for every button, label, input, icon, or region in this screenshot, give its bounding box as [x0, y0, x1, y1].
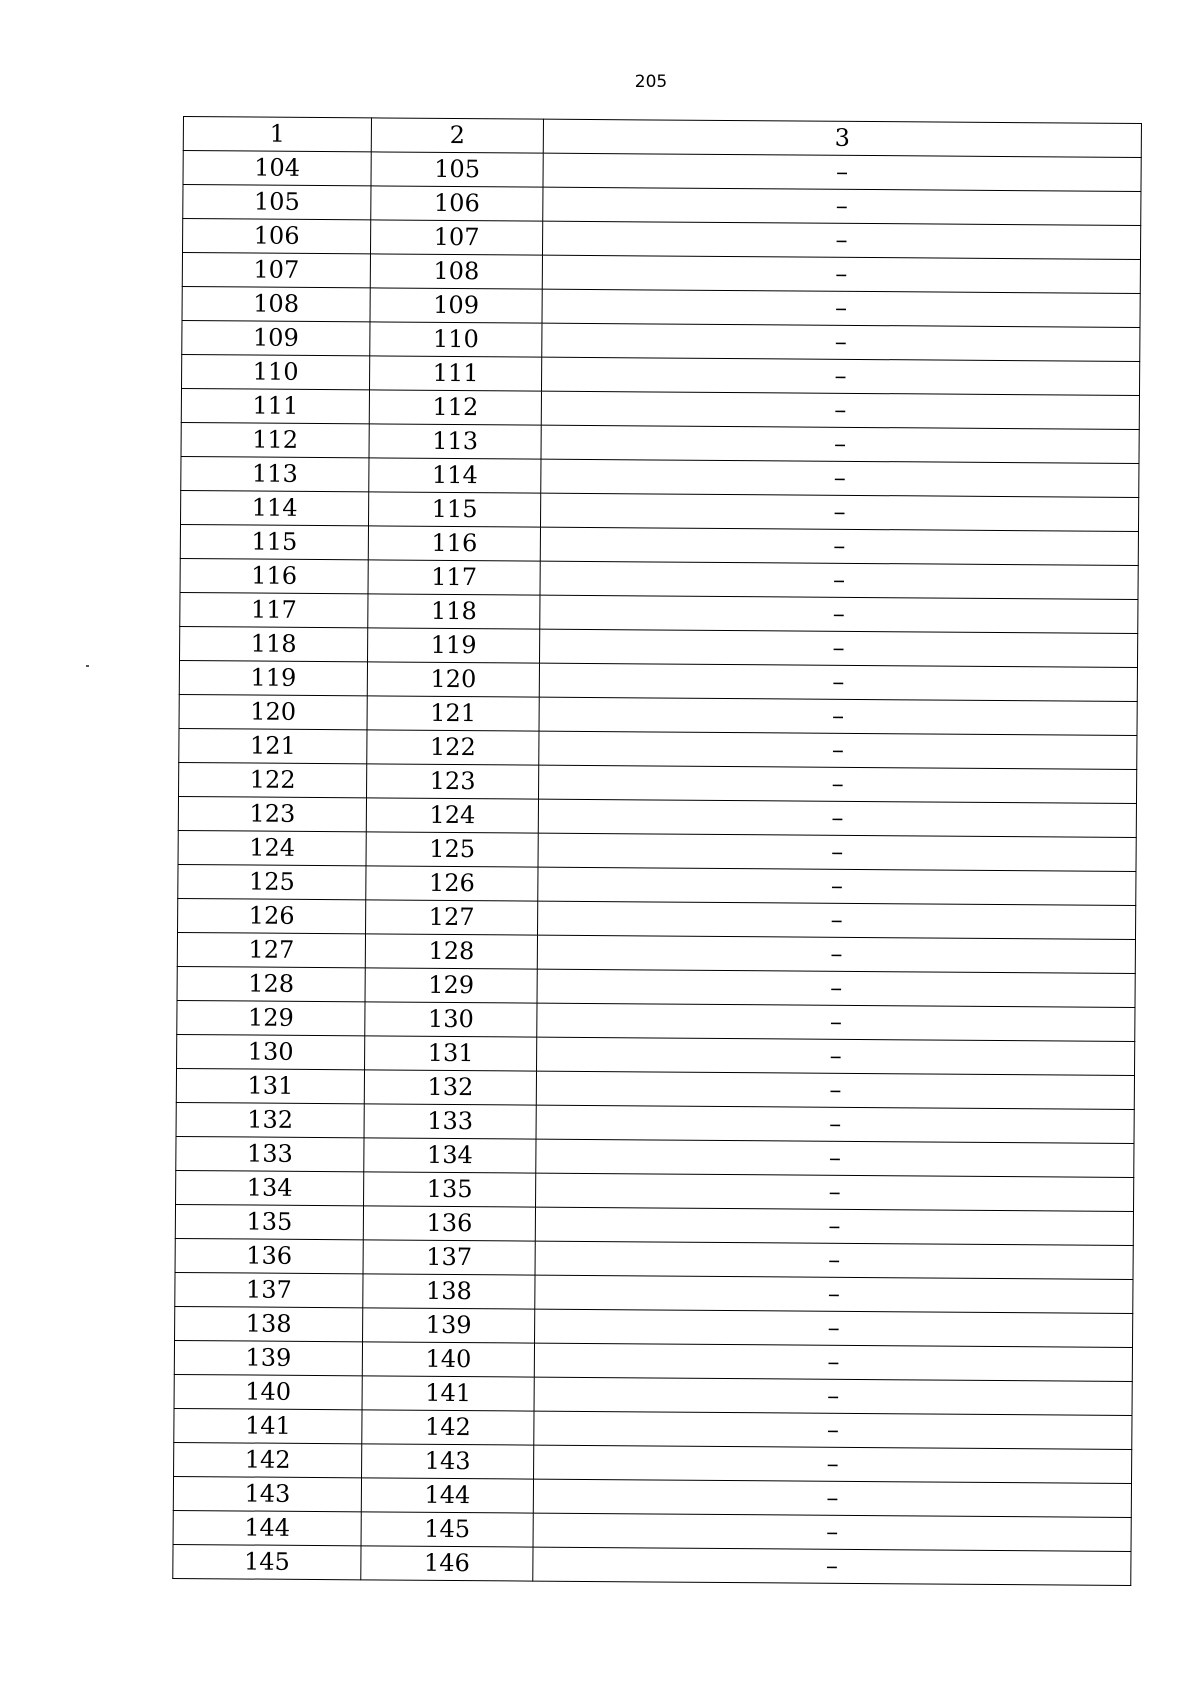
table-cell-col2: 113	[369, 424, 541, 459]
column-header-3: 3	[543, 119, 1141, 157]
table-cell-col1: 135	[175, 1204, 363, 1239]
table-cell-col3: –	[539, 663, 1137, 701]
table-cell-col1: 134	[176, 1170, 364, 1205]
table-cell-col1: 113	[181, 456, 369, 491]
table-cell-col1: 139	[174, 1340, 362, 1375]
table-cell-col2: 108	[370, 254, 542, 289]
table-cell-col3: –	[540, 561, 1138, 599]
table-cell-col2: 132	[364, 1070, 536, 1105]
table-cell-col1: 131	[176, 1068, 364, 1103]
table-cell-col2: 105	[371, 152, 543, 187]
table-cell-col1: 111	[181, 388, 369, 423]
table-cell-col2: 110	[370, 322, 542, 357]
table-cell-col1: 112	[181, 422, 369, 457]
table-cell-col3: –	[541, 391, 1139, 429]
table-cell-col2: 112	[369, 390, 541, 425]
table-cell-col3: –	[540, 493, 1138, 531]
table-cell-col1: 133	[176, 1136, 364, 1171]
table-cell-col2: 121	[367, 696, 539, 731]
table-cell-col2: 145	[361, 1512, 533, 1547]
table-cell-col1: 137	[175, 1272, 363, 1307]
table-cell-col2: 140	[362, 1342, 534, 1377]
table-cell-col1: 130	[177, 1034, 365, 1069]
table-cell-col2: 125	[366, 832, 538, 867]
table-cell-col2: 111	[369, 356, 541, 391]
page-number: 205	[634, 72, 668, 92]
table-cell-col1: 141	[174, 1408, 362, 1443]
table-cell-col2: 142	[362, 1410, 534, 1445]
table-cell-col3: –	[541, 357, 1139, 395]
table-cell-col2: 144	[361, 1478, 533, 1513]
table-cell-col2: 120	[367, 662, 539, 697]
table-cell-col3: –	[542, 255, 1140, 293]
table-cell-col2: 133	[364, 1104, 536, 1139]
table-cell-col3: –	[540, 595, 1138, 633]
table-cell-col3: –	[533, 1479, 1131, 1517]
table-cell-col2: 127	[366, 900, 538, 935]
table-body	[173, 151, 1141, 1586]
table-cell-col3: –	[534, 1377, 1132, 1415]
table-cell-col2: 131	[365, 1036, 537, 1071]
table-cell-col1: 121	[179, 728, 367, 763]
table-cell-col3: –	[540, 527, 1138, 565]
table-cell-col1: 123	[178, 796, 366, 831]
table-cell-col3: –	[539, 765, 1137, 803]
table-cell-col3: –	[533, 1547, 1131, 1585]
table-cell-col2: 117	[368, 560, 540, 595]
table-cell-col2: 137	[363, 1240, 535, 1275]
table-cell-col3: –	[535, 1241, 1133, 1279]
table-cell-col2: 122	[367, 730, 539, 765]
table-cell-col1: 143	[173, 1476, 361, 1511]
table-cell-col3: –	[536, 1139, 1134, 1177]
table-cell-col3: –	[543, 153, 1141, 191]
table-cell-col1: 115	[180, 524, 368, 559]
table-cell-col3: –	[543, 187, 1141, 225]
table-cell-col2: 107	[370, 220, 542, 255]
table-cell-col1: 105	[183, 185, 371, 220]
table-cell-col3: –	[542, 323, 1140, 361]
table-cell-col3: –	[537, 1003, 1135, 1041]
table-cell-col1: 122	[179, 762, 367, 797]
table-cell-col2: 139	[363, 1308, 535, 1343]
table-cell-col3: –	[536, 1173, 1134, 1211]
table-cell-col1: 129	[177, 1000, 365, 1035]
table-cell-col3: –	[542, 221, 1140, 259]
table-cell-col1: 120	[179, 694, 367, 729]
table-cell-col2: 143	[362, 1444, 534, 1479]
table-cell-col1: 136	[175, 1238, 363, 1273]
table-cell-col1: 127	[177, 932, 365, 967]
data-table	[172, 116, 1142, 1586]
table-cell-col2: 136	[363, 1206, 535, 1241]
table-cell-col2: 114	[369, 458, 541, 493]
table-row	[173, 1544, 1131, 1585]
table-cell-col2: 118	[368, 594, 540, 629]
table-cell-col1: 104	[183, 151, 371, 186]
table-cell-col3: –	[539, 629, 1137, 667]
table-cell-col1: 118	[180, 626, 368, 661]
table-cell-col1: 107	[182, 253, 370, 288]
table-cell-col3: –	[536, 1071, 1134, 1109]
table-cell-col3: –	[539, 731, 1137, 769]
table-cell-col2: 119	[368, 628, 540, 663]
table-cell-col3: –	[534, 1445, 1132, 1483]
table-cell-col3: –	[538, 901, 1136, 939]
table-cell-col3: –	[542, 289, 1140, 327]
table-cell-col3: –	[538, 833, 1136, 871]
table-cell-col1: 114	[181, 490, 369, 525]
table-cell-col1: 116	[180, 558, 368, 593]
table-cell-col2: 123	[367, 764, 539, 799]
table-cell-col3: –	[537, 935, 1135, 973]
table-cell-col1: 117	[180, 592, 368, 627]
table-cell-col1: 109	[182, 320, 370, 355]
table-cell-col1: 145	[173, 1544, 361, 1579]
table-cell-col1: 126	[178, 898, 366, 933]
table-cell-col1: 110	[182, 354, 370, 389]
table-cell-col3: –	[535, 1309, 1133, 1347]
table-cell-col3: –	[537, 1037, 1135, 1075]
table-cell-col2: 109	[370, 288, 542, 323]
table-cell-col3: –	[535, 1275, 1133, 1313]
table-cell-col3: –	[539, 697, 1137, 735]
table-cell-col2: 130	[365, 1002, 537, 1037]
table-cell-col1: 142	[174, 1442, 362, 1477]
table-cell-col2: 146	[361, 1546, 533, 1581]
table-container	[172, 116, 1141, 1586]
table-cell-col2: 106	[371, 186, 543, 221]
table-cell-col2: 116	[368, 526, 540, 561]
table-cell-col1: 119	[179, 660, 367, 695]
table-cell-col2: 115	[369, 492, 541, 527]
column-header-2: 2	[371, 118, 543, 153]
table-cell-col3: –	[538, 799, 1136, 837]
table-cell-col1: 128	[177, 966, 365, 1001]
table-cell-col2: 134	[364, 1138, 536, 1173]
table-cell-col2: 124	[366, 798, 538, 833]
table-cell-col3: –	[541, 459, 1139, 497]
table-cell-col3: –	[541, 425, 1139, 463]
table-cell-col3: –	[537, 969, 1135, 1007]
table-cell-col3: –	[535, 1207, 1133, 1245]
table-cell-col2: 126	[366, 866, 538, 901]
table-cell-col2: 135	[364, 1172, 536, 1207]
table-cell-col3: –	[534, 1343, 1132, 1381]
table-cell-col1: 106	[182, 219, 370, 254]
table-cell-col1: 140	[174, 1374, 362, 1409]
table-cell-col3: –	[538, 867, 1136, 905]
table-cell-col2: 141	[362, 1376, 534, 1411]
table-cell-col3: –	[536, 1105, 1134, 1143]
table-cell-col3: –	[534, 1411, 1132, 1449]
table-cell-col1: 144	[173, 1510, 361, 1545]
table-cell-col3: –	[533, 1513, 1131, 1551]
table-cell-col2: 128	[365, 934, 537, 969]
scan-speck	[86, 665, 89, 667]
table-cell-col1: 108	[182, 286, 370, 321]
column-header-1: 1	[183, 117, 371, 152]
table-cell-col1: 124	[178, 830, 366, 865]
table-cell-col2: 129	[365, 968, 537, 1003]
table-cell-col1: 125	[178, 864, 366, 899]
table-cell-col1: 132	[176, 1102, 364, 1137]
table-cell-col2: 138	[363, 1274, 535, 1309]
table-cell-col1: 138	[175, 1306, 363, 1341]
